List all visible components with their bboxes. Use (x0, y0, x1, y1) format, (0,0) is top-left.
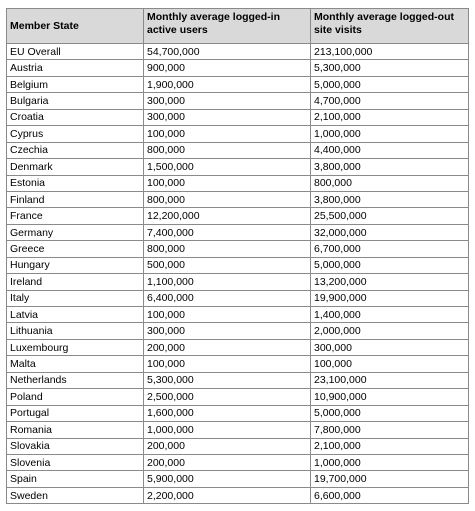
table-row (7, 109, 469, 125)
cell-member-state: Latvia (7, 307, 144, 323)
cell-logged-in-users: 2,500,000 (144, 389, 311, 405)
cell-logged-in-users: 800,000 (144, 142, 311, 158)
cell-member-state: Slovenia (7, 454, 144, 470)
cell-member-state: Croatia (7, 109, 144, 125)
table-row (7, 356, 469, 372)
cell-member-state: Greece (7, 241, 144, 257)
cell-logged-out-visits: 100,000 (311, 356, 469, 372)
table-row (7, 405, 469, 421)
cell-logged-out-visits: 7,800,000 (311, 422, 469, 438)
table-body (7, 44, 469, 504)
table-row (7, 257, 469, 273)
table-row (7, 191, 469, 207)
cell-logged-in-users: 100,000 (144, 126, 311, 142)
cell-logged-out-visits: 25,500,000 (311, 208, 469, 224)
member-state-usage-table (6, 8, 469, 504)
cell-logged-in-users: 300,000 (144, 323, 311, 339)
table-row (7, 471, 469, 487)
cell-member-state: Lithuania (7, 323, 144, 339)
cell-logged-in-users: 200,000 (144, 339, 311, 355)
table-row (7, 44, 469, 60)
cell-logged-in-users: 1,000,000 (144, 422, 311, 438)
cell-member-state: Poland (7, 389, 144, 405)
cell-member-state: Belgium (7, 76, 144, 92)
cell-logged-in-users: 5,900,000 (144, 471, 311, 487)
cell-member-state: Spain (7, 471, 144, 487)
table-row (7, 323, 469, 339)
table-row (7, 389, 469, 405)
table-row (7, 307, 469, 323)
cell-member-state: Ireland (7, 274, 144, 290)
table-row (7, 487, 469, 503)
table-header (7, 9, 469, 44)
header-logged-in-users: Monthly average logged-in active users (144, 9, 311, 44)
cell-logged-in-users: 200,000 (144, 438, 311, 454)
cell-logged-out-visits: 6,600,000 (311, 487, 469, 503)
cell-member-state: France (7, 208, 144, 224)
cell-member-state: Czechia (7, 142, 144, 158)
cell-member-state: EU Overall (7, 44, 144, 60)
table-row (7, 126, 469, 142)
table-row (7, 175, 469, 191)
table-row (7, 454, 469, 470)
cell-logged-in-users: 1,500,000 (144, 159, 311, 175)
table-row (7, 339, 469, 355)
table-row (7, 76, 469, 92)
table-row (7, 290, 469, 306)
cell-logged-in-users: 12,200,000 (144, 208, 311, 224)
cell-logged-out-visits: 5,300,000 (311, 60, 469, 76)
cell-member-state: Cyprus (7, 126, 144, 142)
table-row (7, 438, 469, 454)
cell-logged-out-visits: 4,700,000 (311, 93, 469, 109)
cell-logged-in-users: 800,000 (144, 191, 311, 207)
cell-logged-in-users: 300,000 (144, 109, 311, 125)
cell-logged-out-visits: 10,900,000 (311, 389, 469, 405)
cell-logged-in-users: 100,000 (144, 307, 311, 323)
cell-member-state: Hungary (7, 257, 144, 273)
cell-logged-in-users: 1,900,000 (144, 76, 311, 92)
cell-member-state: Germany (7, 224, 144, 240)
table-row (7, 372, 469, 388)
cell-logged-out-visits: 32,000,000 (311, 224, 469, 240)
cell-member-state: Finland (7, 191, 144, 207)
table-row (7, 208, 469, 224)
cell-member-state: Denmark (7, 159, 144, 175)
table-row (7, 241, 469, 257)
cell-logged-out-visits: 2,100,000 (311, 109, 469, 125)
cell-logged-out-visits: 2,100,000 (311, 438, 469, 454)
cell-member-state: Austria (7, 60, 144, 76)
cell-logged-in-users: 2,200,000 (144, 487, 311, 503)
cell-logged-in-users: 5,300,000 (144, 372, 311, 388)
cell-logged-out-visits: 1,000,000 (311, 126, 469, 142)
cell-logged-in-users: 200,000 (144, 454, 311, 470)
header-logged-out-visits: Monthly average logged-out site visits (311, 9, 469, 44)
cell-logged-out-visits: 5,000,000 (311, 257, 469, 273)
cell-logged-in-users: 100,000 (144, 175, 311, 191)
cell-logged-out-visits: 19,700,000 (311, 471, 469, 487)
cell-member-state: Malta (7, 356, 144, 372)
cell-logged-out-visits: 3,800,000 (311, 191, 469, 207)
header-row (7, 9, 469, 44)
cell-logged-out-visits: 300,000 (311, 339, 469, 355)
member-state-table-container (6, 8, 469, 504)
cell-logged-out-visits: 5,000,000 (311, 76, 469, 92)
cell-logged-out-visits: 5,000,000 (311, 405, 469, 421)
table-row (7, 422, 469, 438)
cell-member-state: Sweden (7, 487, 144, 503)
cell-logged-out-visits: 19,900,000 (311, 290, 469, 306)
table-row (7, 93, 469, 109)
cell-logged-in-users: 300,000 (144, 93, 311, 109)
table-row (7, 224, 469, 240)
cell-logged-in-users: 500,000 (144, 257, 311, 273)
header-member-state: Member State (7, 9, 144, 44)
cell-logged-out-visits: 23,100,000 (311, 372, 469, 388)
cell-logged-out-visits: 3,800,000 (311, 159, 469, 175)
table-row (7, 60, 469, 76)
cell-member-state: Netherlands (7, 372, 144, 388)
cell-logged-out-visits: 1,400,000 (311, 307, 469, 323)
cell-member-state: Bulgaria (7, 93, 144, 109)
cell-logged-in-users: 900,000 (144, 60, 311, 76)
cell-logged-in-users: 6,400,000 (144, 290, 311, 306)
cell-logged-out-visits: 2,000,000 (311, 323, 469, 339)
cell-member-state: Italy (7, 290, 144, 306)
cell-member-state: Luxembourg (7, 339, 144, 355)
cell-logged-out-visits: 213,100,000 (311, 44, 469, 60)
cell-member-state: Romania (7, 422, 144, 438)
table-row (7, 159, 469, 175)
cell-logged-in-users: 54,700,000 (144, 44, 311, 60)
cell-member-state: Portugal (7, 405, 144, 421)
cell-logged-in-users: 1,600,000 (144, 405, 311, 421)
table-row (7, 142, 469, 158)
cell-logged-out-visits: 800,000 (311, 175, 469, 191)
cell-logged-out-visits: 1,000,000 (311, 454, 469, 470)
cell-logged-in-users: 800,000 (144, 241, 311, 257)
cell-logged-in-users: 1,100,000 (144, 274, 311, 290)
cell-logged-in-users: 100,000 (144, 356, 311, 372)
cell-logged-out-visits: 13,200,000 (311, 274, 469, 290)
cell-member-state: Estonia (7, 175, 144, 191)
table-row (7, 274, 469, 290)
cell-logged-out-visits: 6,700,000 (311, 241, 469, 257)
cell-member-state: Slovakia (7, 438, 144, 454)
cell-logged-out-visits: 4,400,000 (311, 142, 469, 158)
cell-logged-in-users: 7,400,000 (144, 224, 311, 240)
